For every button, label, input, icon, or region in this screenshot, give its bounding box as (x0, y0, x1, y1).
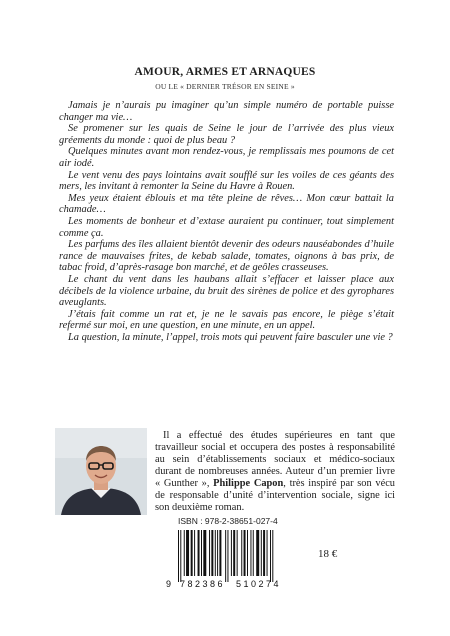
author-photo (55, 428, 147, 515)
barcode-bar (184, 530, 185, 576)
barcode-bar (253, 530, 254, 576)
price: 18 € (318, 548, 338, 560)
barcode-bar (178, 530, 179, 582)
synopsis-paragraph: Quelques minutes avant mon rendez-vous, je remplissais mes poumons de cet air iodé. (59, 146, 394, 169)
book-subtitle: OU LE « DERNIER TRÉSOR EN SEINE » (155, 82, 295, 91)
barcode-bar (250, 530, 251, 576)
author-portrait-illustration (55, 428, 147, 515)
barcode-bar (194, 530, 195, 576)
barcode-bar (203, 530, 206, 576)
synopsis-paragraph: Le chant du vent dans les haubans allait s’effacer et laisser place aux décibels de la violence urbaine, du bruit des sirènes de police et des gyrophares aveuglants. (59, 273, 394, 309)
synopsis-paragraph: Le vent venu des pays lointains avait soufflé sur les voiles de ces géants des mers, les invitant à remonter la Seine du Havre à Rouen. (59, 169, 394, 193)
barcode-bar (263, 530, 265, 576)
barcode-bar (209, 530, 210, 576)
barcode-bar (231, 530, 232, 576)
barcode-bar (241, 530, 242, 576)
barcode-bar (261, 530, 262, 576)
author-bio (155, 430, 395, 514)
barcode-group-left: 782386 (180, 579, 226, 589)
barcode-bar (244, 530, 246, 576)
barcode-group-right: 510274 (236, 579, 282, 589)
synopsis (59, 100, 394, 343)
barcode-bar (219, 530, 221, 576)
barcode-bar (198, 530, 200, 576)
barcode-lead-digit: 9 (166, 579, 172, 589)
barcode-bar (256, 530, 259, 576)
synopsis-paragraph: Se promener sur les quais de Seine le jour de l’arrivée des plus vieux gréements du monde : quoi de plus beau ? (59, 123, 394, 146)
barcode-bar (215, 530, 216, 576)
barcode-bar (180, 530, 181, 582)
barcode-bar (225, 530, 226, 582)
book-title: AMOUR, ARMES ET ARNAQUES (134, 66, 316, 78)
barcode-bar (211, 530, 213, 576)
author-name: Philippe Capon (213, 478, 284, 489)
author-bio-text: Il a effectué des études supérieures en tant que travailleur social et occupera des postes à responsabilité au sein d’établissements sociaux et médico-sociaux durant de nombreuses années. Auteur d’un premier livre « Gunther », (155, 430, 395, 489)
barcode-bar (201, 530, 202, 576)
barcode-bar (272, 530, 273, 582)
barcode-bar (217, 530, 218, 576)
synopsis-paragraph: Les moments de bonheur et d’extase auraient pu continuer, tout simplement comme ça. (59, 215, 394, 239)
synopsis-paragraph: Les parfums des îles allaient bientôt devenir des odeurs nauséabondes d’huile rance de mauvaises frites, de kebab salade, tomates, oignons à bas prix, de tabac froid, d’après-rasage bon marché, et de geôles crasseuses. (59, 239, 394, 274)
barcode-bar (191, 530, 193, 576)
barcode-bar (270, 530, 271, 582)
synopsis-paragraph: J’étais fait comme un rat et, je ne le savais pas encore, le piège s’était refermé sur moi, en une question, en une minute, en un appel. (59, 308, 394, 332)
barcode-bar (247, 530, 248, 576)
synopsis-paragraph: Mes yeux étaient éblouis et ma tête pleine de rêves… Mon cœur battait la chamade… (59, 192, 394, 216)
barcode-bar (227, 530, 228, 582)
synopsis-paragraph: Jamais je n’aurais pu imaginer qu’un simple numéro de portable puisse changer ma vie… (59, 100, 394, 123)
barcode-bar (233, 530, 235, 576)
author-bio-text: , très inspiré par son vécu de responsable d’unité d’intervention sociale, signe ici son deuxième roman. (155, 478, 395, 513)
barcode-bar (267, 530, 268, 576)
synopsis-paragraph: La question, la minute, l’appel, trois mots qui peuvent faire basculer une vie ? (68, 331, 393, 343)
isbn-number: ISBN : 978-2-38651-027-4 (178, 516, 278, 526)
barcode-bar (186, 530, 189, 576)
barcode-bar (237, 530, 238, 576)
